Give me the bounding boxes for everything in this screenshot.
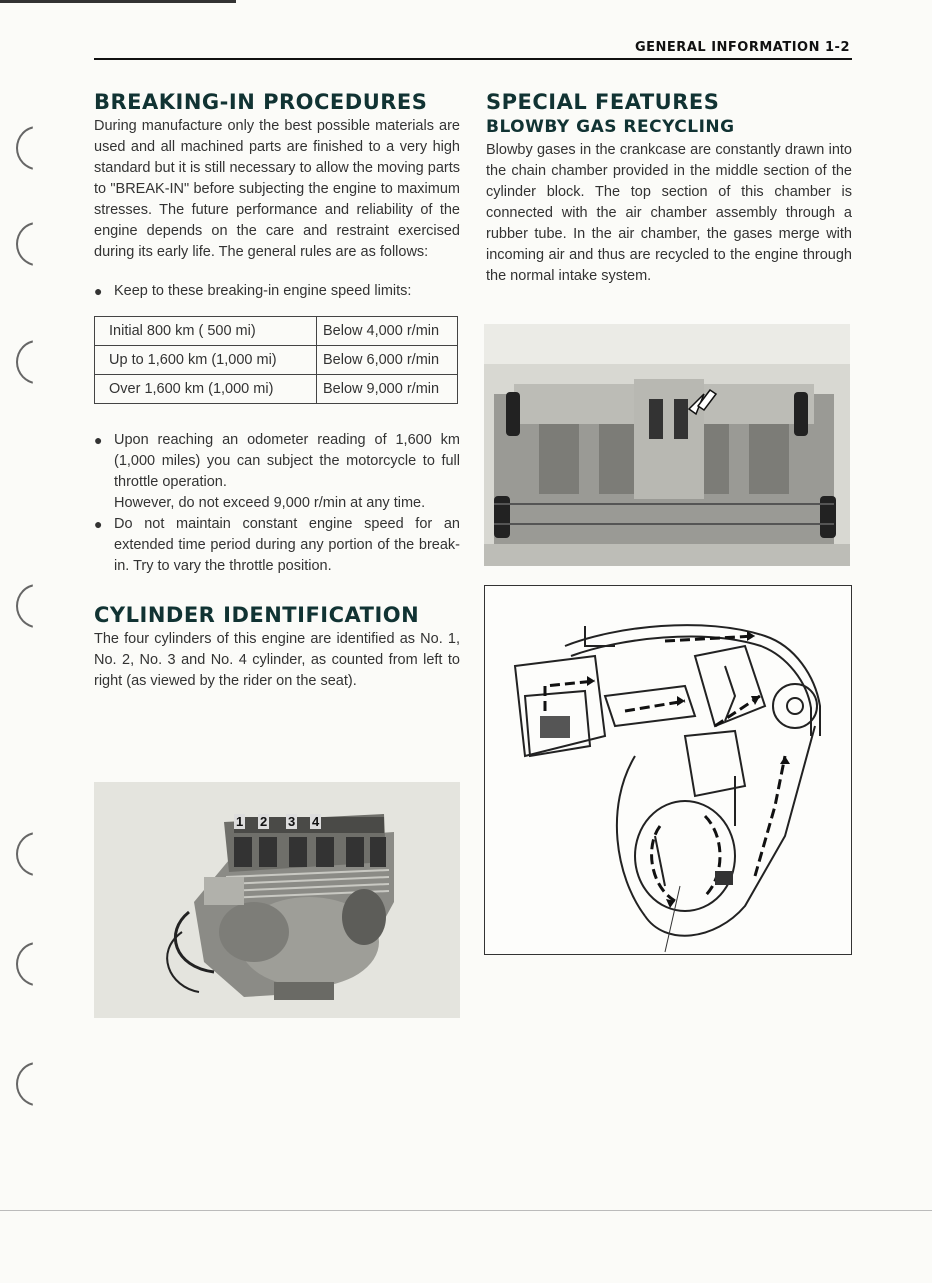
header-rule (94, 58, 852, 60)
engine-illustration (94, 782, 460, 1018)
carburetor-photo (484, 324, 850, 566)
table-row (95, 375, 458, 404)
bullet-speed-limits (94, 281, 460, 302)
special-features-heading: SPECIAL FEATURES (486, 90, 720, 114)
blowby-flow-diagram (485, 586, 851, 954)
cylinder-label-3: 3 (288, 814, 296, 829)
table-cell-range: Initial 800 km ( 500 mi) (95, 317, 317, 346)
blowby-subheading: BLOWBY GAS RECYCLING (486, 117, 735, 137)
bullet-odometer (94, 430, 460, 514)
binder-hole (16, 222, 58, 266)
cylinder-id-heading: CYLINDER IDENTIFICATION (94, 603, 420, 627)
table-row (95, 317, 458, 346)
cylinder-label-4: 4 (312, 814, 320, 829)
breaking-in-heading: BREAKING-IN PROCEDURES (94, 90, 428, 114)
blowby-diagram (484, 585, 852, 955)
table-cell-limit: Below 6,000 r/min (317, 346, 458, 375)
bullet-constant-speed-text: Do not maintain constant engine speed for an extended time period during any portion of the break-in. Try to vary the throttle position. (114, 516, 460, 574)
binder-hole (16, 1062, 58, 1106)
bullet-dot: ● (94, 432, 103, 448)
bullet-speed-limits-text: Keep to these breaking-in engine speed limits: (114, 283, 412, 299)
engine-photo (94, 782, 460, 1018)
table-cell-range: Up to 1,600 km (1,000 mi) (95, 346, 317, 375)
page-bottom-rule (0, 1210, 932, 1211)
bullet-odometer-text: Upon reaching an odometer reading of 1,600 km (1,000 miles) you can subject the motorcycle to full throttle operation. (114, 432, 460, 490)
table-row (95, 346, 458, 375)
cylinder-label-2: 2 (260, 814, 268, 829)
binder-hole (16, 126, 58, 170)
bullet-odometer-warning: However, do not exceed 9,000 r/min at any time. (114, 495, 426, 511)
cylinder-label-1: 1 (236, 814, 244, 829)
table-cell-limit: Below 9,000 r/min (317, 375, 458, 404)
page-edge (0, 0, 236, 3)
binder-hole (16, 942, 58, 986)
binder-hole (16, 832, 58, 876)
breaking-in-intro: During manufacture only the best possible materials are used and all machined parts are finished to a very high standard but it is still necessary to allow the moving parts to "BREAK-IN" before subjecting the engine to maximum stresses. The future performance and reliability of the engine depends on the care and restraint exercised during its early life. The general rules are as follows: (94, 118, 460, 260)
running-header: GENERAL INFORMATION 1-2 (635, 40, 850, 55)
bullet-dot: ● (94, 516, 103, 532)
binder-hole (16, 584, 58, 628)
right-column (486, 90, 852, 287)
blowby-text: Blowby gases in the crankcase are constantly drawn into the chain chamber provided in the middle section of the cylinder block. The top section of this chamber is connected with the air chamber assembly through a rubber tube. In the air chamber, the gases merge with incoming air and thus are recycled to the engine through the normal intake system. (486, 142, 852, 284)
carburetor-illustration (484, 324, 850, 566)
speed-limit-table (94, 316, 458, 404)
left-column (94, 90, 460, 692)
cylinder-id-text: The four cylinders of this engine are identified as No. 1, No. 2, No. 3 and No. 4 cylinder, as counted from left to right (as viewed by the rider on the seat). (94, 631, 460, 689)
table-cell-limit: Below 4,000 r/min (317, 317, 458, 346)
table-cell-range: Over 1,600 km (1,000 mi) (95, 375, 317, 404)
bullet-dot: ● (94, 283, 103, 299)
bullet-constant-speed (94, 514, 460, 577)
binder-hole (16, 340, 58, 384)
